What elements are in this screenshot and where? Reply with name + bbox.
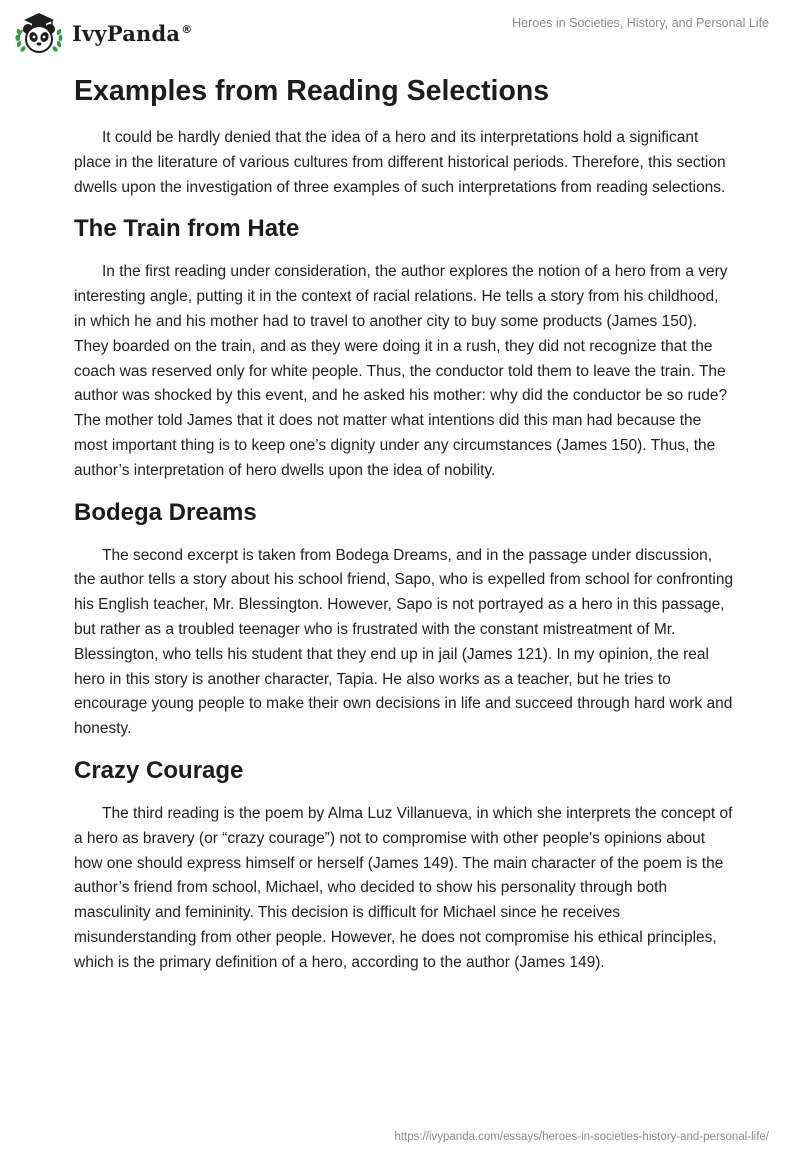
registered-mark: ® — [181, 22, 193, 36]
page-header — [0, 0, 800, 66]
section-paragraph-bodega-dreams: The second excerpt is taken from Bodega Dreams, and in the passage under discussion, the author tells a story about his school friend, Sapo, who is expelled from school for confronting his English teacher, Mr. Blessington. However, Sapo is not portrayed as a hero in this passage, but rather as a troubled teenager who is frustrated with the constant mistreatment of Mr. Blessington, who tells his student that they end up in jail (James 121). In my opinion, the real hero in this story is another character, Tapia. He also works as a teacher, but he tries to encourage young people to make their own decisions in life and succeed through hard work and honesty. — [74, 546, 734, 738]
page-title: Examples from Reading Selections — [74, 75, 550, 107]
running-title: Heroes in Societies, History, and Personal Life — [512, 16, 769, 30]
logo-wordmark — [72, 21, 192, 46]
article-body — [74, 70, 734, 988]
panda-graduate-icon — [14, 10, 64, 56]
source-url-link[interactable]: https://ivypanda.com/essays/heroes-in-societies-history-and-personal-life/ — [394, 1131, 769, 1143]
intro-paragraph: It could be hardly denied that the idea of a hero and its interpretations hold a significant place in the literature of various cultures from different historical periods. Therefore, this section dwells upon the investigation of three examples of such interpretations from reading selections. — [74, 129, 726, 196]
section-heading-train-from-hate: The Train from Hate — [74, 215, 300, 243]
logo-wordmark-text: IvyPanda — [72, 20, 181, 46]
section-heading-crazy-courage: Crazy Courage — [74, 756, 244, 784]
section-paragraph-crazy-courage: The third reading is the poem by Alma Luz Villanueva, in which she interprets the concept of a hero as bravery (or “crazy courage”) not to compromise with other people's opinions about how one should express himself or herself (James 149). The main character of the poem is the author’s friend from school, Michael, who decided to show his personality through both masculinity and femininity. This decision is difficult for Michael since he receives misunderstanding from other people. However, he does not compromise his ethical principles, which is the primary definition of a hero, according to the author (James 149). — [74, 804, 733, 971]
ivypanda-logo[interactable] — [14, 10, 192, 56]
section-paragraph-train-from-hate: In the first reading under consideration, the author explores the notion of a hero from a very interesting angle, putting it in the context of racial relations. He tells a story from his childhood, in which he and his mother had to travel to another city to buy some products (James 150). They boarded on the train, and as they were doing it in a rush, they did not recognize that the coach was reserved only for white people. Thus, the conductor told them to leave the train. The author was shocked by this event, and he asked his mother: why did the conductor be so rude? The mother told James that it does not matter what intentions did this man had because the most important thing is to keep one’s dignity under any circumstances (James 150). Thus, the author’s interpretation of hero dwells upon the idea of nobility. — [74, 263, 728, 479]
section-heading-bodega-dreams: Bodega Dreams — [74, 498, 257, 526]
